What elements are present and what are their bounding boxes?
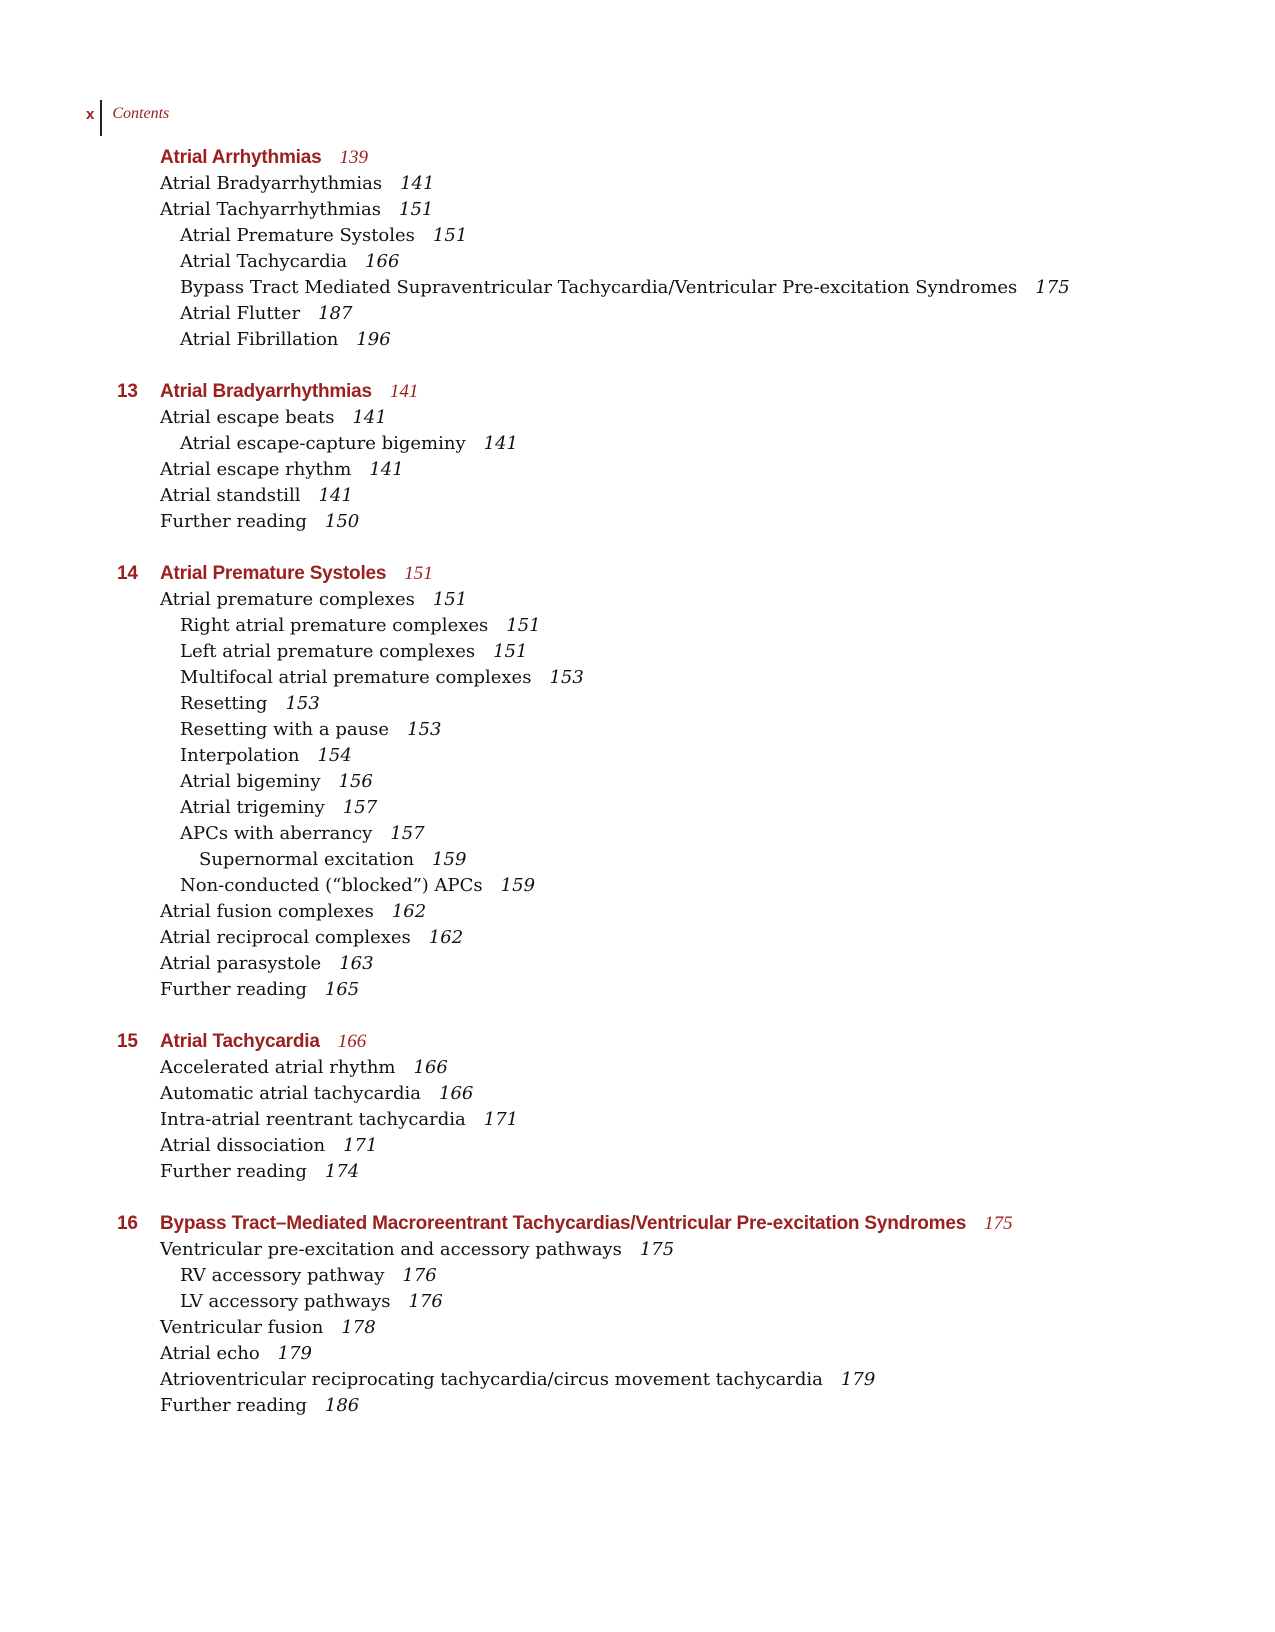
entry-page-number: 171 [483, 1109, 519, 1130]
entry-title: Atrial escape rhythm [160, 459, 352, 480]
chapter-heading[interactable] [0, 378, 1275, 405]
entry-page-number: 159 [500, 875, 536, 896]
entry-title: Atrial Tachyarrhythmias [160, 199, 381, 220]
table-of-contents [0, 144, 1275, 1444]
toc-entry[interactable] [0, 301, 1275, 327]
entry-page-number: 141 [352, 407, 387, 428]
entry-title: APCs with aberrancy [180, 823, 373, 844]
header-divider [100, 100, 102, 136]
toc-entry[interactable] [0, 1367, 1275, 1393]
toc-entry[interactable] [0, 613, 1275, 639]
toc-entry[interactable] [0, 483, 1275, 509]
chapter-page-number: 141 [389, 381, 419, 402]
entry-page-number: 153 [285, 693, 320, 714]
toc-entry[interactable] [0, 1393, 1275, 1419]
entry-page-number: 150 [324, 511, 360, 532]
entry-title: Atrial Fibrillation [180, 329, 339, 350]
toc-entry[interactable] [0, 691, 1275, 717]
entry-title: Atrial escape beats [160, 407, 335, 428]
chapter-title: Atrial Arrhythmias [160, 147, 322, 168]
toc-entry[interactable] [0, 1055, 1275, 1081]
entry-page-number: 151 [506, 615, 541, 636]
chapter-page-number: 139 [339, 147, 368, 168]
chapter-heading[interactable] [0, 560, 1275, 587]
toc-entry[interactable] [0, 639, 1275, 665]
entry-page-number: 175 [639, 1239, 675, 1260]
entry-title: Further reading [160, 1161, 307, 1182]
entry-title: Supernormal excitation [199, 849, 415, 870]
running-head-title: Contents [112, 105, 170, 122]
entry-title: Atrial trigeminy [180, 797, 325, 818]
entry-page-number: 176 [408, 1291, 443, 1312]
entry-page-number: 162 [391, 901, 427, 922]
entry-page-number: 157 [390, 823, 425, 844]
toc-entry[interactable] [0, 197, 1275, 223]
toc-entry[interactable] [0, 743, 1275, 769]
entry-title: Multifocal atrial premature complexes [180, 667, 532, 688]
toc-section [0, 378, 1275, 535]
toc-entry[interactable] [0, 1081, 1275, 1107]
entry-title: Further reading [160, 511, 307, 532]
entry-title: Right atrial premature complexes [180, 615, 489, 636]
entry-title: Atrial standstill [160, 485, 301, 506]
entry-title: Atrial dissociation [160, 1135, 326, 1156]
entry-page-number: 151 [399, 199, 434, 220]
toc-entry[interactable] [0, 1159, 1275, 1185]
entry-page-number: 166 [439, 1083, 474, 1104]
entry-title: Atrioventricular reciprocating tachycardia/circus movement tachycardia [160, 1369, 823, 1390]
toc-entry[interactable] [0, 1341, 1275, 1367]
entry-title: Atrial echo [160, 1343, 260, 1364]
entry-title: Atrial parasystole [160, 953, 322, 974]
entry-title: Atrial premature complexes [160, 589, 415, 610]
toc-entry[interactable] [0, 223, 1275, 249]
page-number: x [86, 106, 95, 123]
toc-section [0, 1028, 1275, 1185]
entry-title: Automatic atrial tachycardia [160, 1083, 422, 1104]
toc-entry[interactable] [0, 821, 1275, 847]
toc-entry[interactable] [0, 587, 1275, 613]
entry-page-number: 151 [432, 589, 468, 610]
toc-entry[interactable] [0, 665, 1275, 691]
entry-title: Ventricular pre-excitation and accessory pathways [160, 1239, 622, 1260]
toc-entry[interactable] [0, 899, 1275, 925]
running-head [86, 100, 169, 136]
entry-title: Atrial Bradyarrhythmias [160, 173, 383, 194]
toc-entry[interactable] [0, 1133, 1275, 1159]
entry-page-number: 153 [407, 719, 442, 740]
entry-title: Accelerated atrial rhythm [160, 1057, 396, 1078]
toc-entry[interactable] [0, 249, 1275, 275]
entry-title: Intra-atrial reentrant tachycardia [160, 1109, 466, 1130]
entry-page-number: 186 [324, 1395, 360, 1416]
entry-title: Resetting [180, 693, 268, 714]
chapter-title: Bypass Tract–Mediated Macroreentrant Tachycardias/Ventricular Pre-excitation Syndromes [160, 1213, 967, 1234]
entry-page-number: 179 [277, 1343, 313, 1364]
toc-entry[interactable] [0, 1315, 1275, 1341]
chapter-heading[interactable] [0, 144, 1275, 171]
toc-entry[interactable] [0, 717, 1275, 743]
toc-entry[interactable] [0, 925, 1275, 951]
entry-page-number: 166 [365, 251, 400, 272]
entry-title: Atrial Tachycardia [180, 251, 348, 272]
entry-page-number: 179 [840, 1369, 876, 1390]
chapter-heading[interactable] [0, 1210, 1275, 1237]
entry-page-number: 163 [339, 953, 374, 974]
entry-page-number: 176 [402, 1265, 437, 1286]
entry-page-number: 141 [400, 173, 435, 194]
entry-page-number: 178 [341, 1317, 376, 1338]
entry-page-number: 153 [549, 667, 584, 688]
chapter-page-number: 175 [984, 1213, 1013, 1234]
entry-title: Atrial fusion complexes [160, 901, 374, 922]
entry-title: Non-conducted (“blocked”) APCs [180, 875, 483, 896]
chapter-page-number: 166 [337, 1031, 367, 1052]
entry-title: Atrial bigeminy [180, 771, 321, 792]
chapter-number: 15 [117, 1031, 138, 1052]
toc-section [0, 1210, 1275, 1419]
chapter-heading[interactable] [0, 1028, 1275, 1055]
toc-entry[interactable] [0, 795, 1275, 821]
entry-title: Further reading [160, 1395, 307, 1416]
toc-entry[interactable] [0, 873, 1275, 899]
chapter-number: 16 [117, 1213, 138, 1234]
toc-entry[interactable] [0, 1263, 1275, 1289]
entry-title: Atrial Flutter [180, 303, 301, 324]
toc-entry[interactable] [0, 431, 1275, 457]
entry-page-number: 196 [356, 329, 391, 350]
chapter-number: 14 [117, 563, 138, 584]
entry-title: Ventricular fusion [160, 1317, 324, 1338]
toc-entry[interactable] [0, 509, 1275, 535]
entry-page-number: 165 [324, 979, 360, 1000]
entry-title: Left atrial premature complexes [180, 641, 476, 662]
entry-title: Resetting with a pause [180, 719, 390, 740]
chapter-number: 13 [117, 381, 138, 402]
toc-entry[interactable] [0, 847, 1275, 873]
toc-entry[interactable] [0, 977, 1275, 1003]
entry-page-number: 141 [318, 485, 353, 506]
entry-title: Atrial Premature Systoles [180, 225, 415, 246]
entry-title: Atrial escape-capture bigeminy [180, 433, 466, 454]
entry-page-number: 151 [493, 641, 528, 662]
entry-page-number: 175 [1035, 277, 1070, 298]
chapter-title: Atrial Bradyarrhythmias [160, 381, 372, 402]
entry-page-number: 154 [317, 745, 352, 766]
entry-page-number: 151 [432, 225, 468, 246]
toc-entry[interactable] [0, 457, 1275, 483]
entry-page-number: 187 [318, 303, 353, 324]
entry-title: RV accessory pathway [180, 1265, 385, 1286]
entry-page-number: 159 [432, 849, 467, 870]
toc-entry[interactable] [0, 951, 1275, 977]
entry-page-number: 141 [483, 433, 518, 454]
toc-entry[interactable] [0, 275, 1275, 301]
entry-title: Atrial reciprocal complexes [160, 927, 411, 948]
entry-page-number: 157 [342, 797, 378, 818]
entry-page-number: 156 [338, 771, 373, 792]
entry-title: Bypass Tract Mediated Supraventricular Tachycardia/Ventricular Pre-excitation Syndromes [180, 277, 1018, 298]
toc-section [0, 144, 1275, 353]
toc-entry[interactable] [0, 769, 1275, 795]
toc-entry[interactable] [0, 171, 1275, 197]
entry-title: LV accessory pathways [180, 1291, 391, 1312]
entry-page-number: 162 [428, 927, 464, 948]
entry-title: Interpolation [180, 745, 300, 766]
entry-page-number: 141 [369, 459, 404, 480]
chapter-title: Atrial Premature Systoles [160, 563, 387, 584]
entry-page-number: 166 [413, 1057, 448, 1078]
toc-entry[interactable] [0, 327, 1275, 353]
entry-title: Further reading [160, 979, 307, 1000]
chapter-title: Atrial Tachycardia [160, 1031, 320, 1052]
toc-section [0, 560, 1275, 1003]
toc-entry[interactable] [0, 1237, 1275, 1263]
entry-page-number: 171 [343, 1135, 378, 1156]
entry-page-number: 174 [324, 1161, 360, 1182]
chapter-page-number: 151 [404, 563, 433, 584]
toc-entry[interactable] [0, 1289, 1275, 1315]
toc-entry[interactable] [0, 1107, 1275, 1133]
toc-entry[interactable] [0, 405, 1275, 431]
